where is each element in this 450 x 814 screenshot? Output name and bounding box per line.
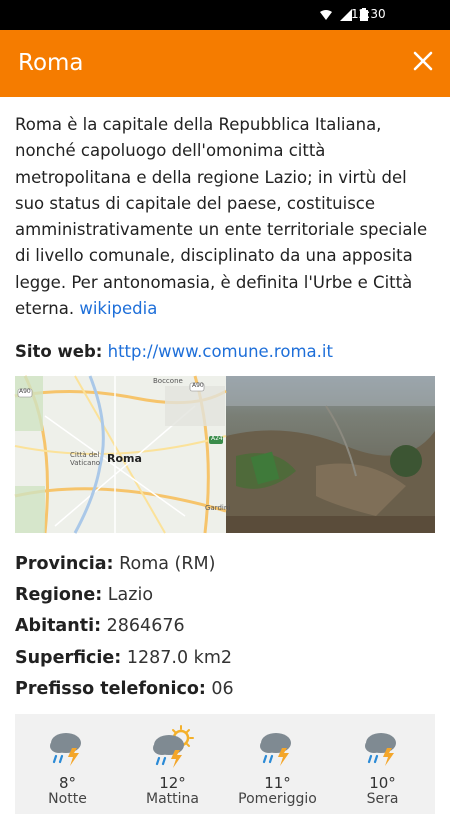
website-link[interactable]: http://www.comune.roma.it	[107, 342, 333, 361]
description-body: Roma è la capitale della Repubblica Italiana, nonché capoluogo dell'omonima città metropolitana e della regione Lazio; in virtù del suo status di capitale del paese, costituisce amministrativamente un ente territoriale speciale di livello comunale, disciplinato da una apposita legge. Per antonomasia, è definita l'Urbe e Città eterna.	[15, 115, 428, 319]
aerial-photo	[226, 376, 435, 533]
app-bar	[0, 30, 450, 97]
website-row	[15, 342, 333, 361]
info-label: Superficie:	[15, 647, 122, 668]
map-label-vatican: Città del Vaticano	[70, 451, 101, 467]
status-time: 12:30	[351, 7, 386, 21]
info-label: Abitanti:	[15, 616, 102, 637]
close-icon[interactable]	[412, 50, 434, 72]
map-city-label: Roma	[107, 452, 142, 465]
map-label-a24: A24	[211, 435, 223, 442]
map-label-boccone: Boccone	[153, 377, 183, 385]
wifi-icon	[320, 9, 332, 21]
info-label: Provincia:	[15, 554, 114, 574]
weather-item-mattina[interactable]	[120, 714, 225, 814]
weather-label: Sera	[366, 791, 399, 807]
page-title: Roma	[18, 50, 84, 76]
weather-temp: 10°	[369, 774, 396, 792]
weather-item-notte[interactable]	[15, 714, 120, 814]
map-label-a90-right: A90	[192, 382, 204, 389]
status-bar	[0, 0, 450, 30]
info-value: Roma (RM)	[119, 554, 216, 574]
images-row	[15, 376, 435, 533]
map-label-gardini: Gardini	[205, 504, 231, 512]
weather-label: Notte	[48, 791, 87, 807]
info-value: 2864676	[106, 616, 185, 637]
info-row-abitanti	[15, 611, 435, 642]
weather-temp: 11°	[264, 774, 291, 792]
city-map[interactable]	[15, 376, 231, 533]
weather-label: Pomeriggio	[238, 791, 317, 807]
info-row-regione	[15, 580, 435, 611]
city-info	[15, 549, 435, 705]
info-value: Lazio	[107, 585, 154, 606]
info-value: 06	[211, 678, 234, 699]
weather-label: Mattina	[146, 791, 199, 807]
website-label: Sito web:	[15, 342, 103, 361]
thunderstorm-rain-icon	[361, 726, 405, 770]
weather-temp: 8°	[58, 774, 77, 792]
description-text	[15, 112, 435, 322]
description-block	[15, 112, 435, 322]
thunderstorm-rain-icon	[46, 726, 90, 770]
sun-thunderstorm-rain-icon	[149, 726, 197, 770]
info-row-provincia	[15, 549, 435, 580]
info-row-superficie	[15, 643, 435, 674]
weather-forecast	[15, 714, 435, 814]
info-value: 1287.0 km2	[126, 647, 233, 668]
weather-item-pomeriggio[interactable]	[225, 714, 330, 814]
info-label: Regione:	[15, 585, 103, 606]
city-photo[interactable]	[226, 376, 435, 533]
wikipedia-link[interactable]: wikipedia	[79, 299, 158, 319]
thunderstorm-rain-icon	[256, 726, 300, 770]
map-label-a90-left: A90	[19, 388, 31, 395]
info-label: Prefisso telefonico:	[15, 678, 206, 699]
weather-item-sera[interactable]	[330, 714, 435, 814]
weather-temp: 12°	[159, 774, 186, 792]
info-row-prefisso	[15, 674, 435, 705]
